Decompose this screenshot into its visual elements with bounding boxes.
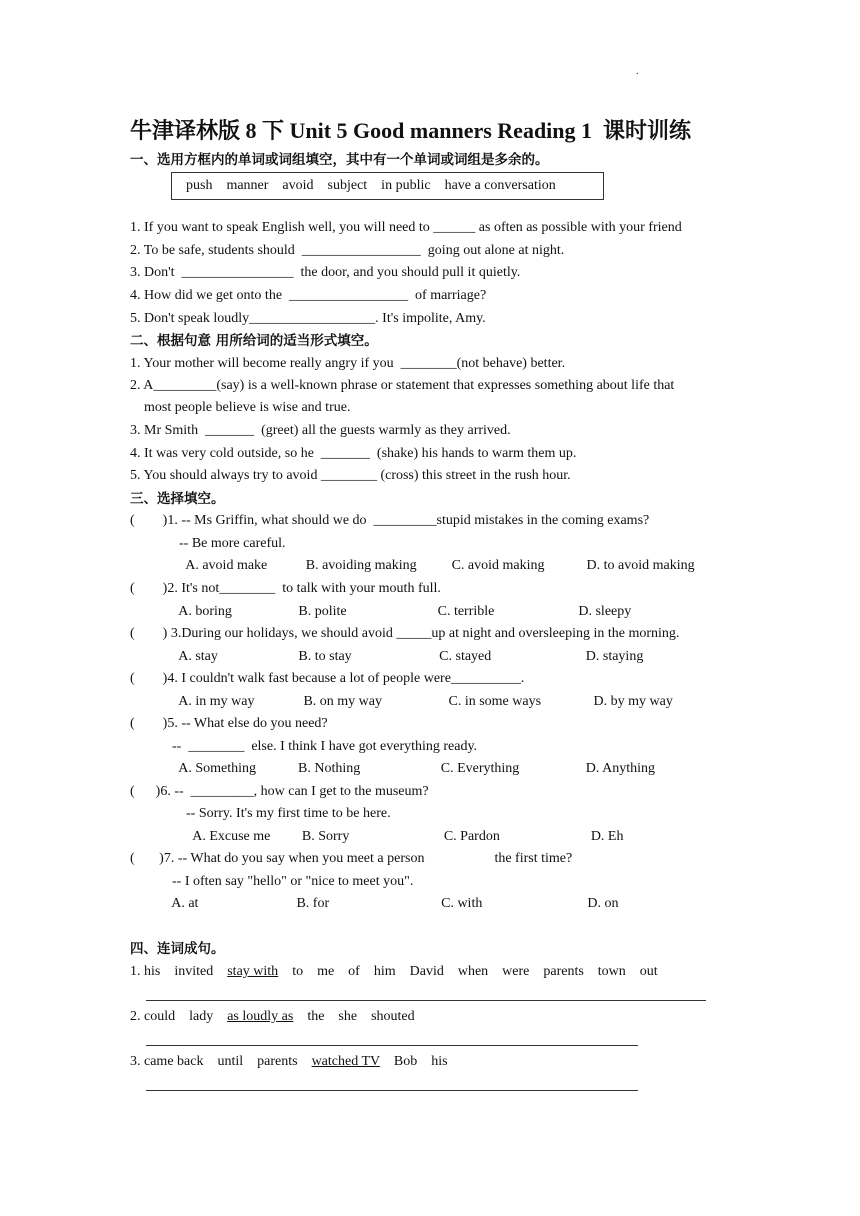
s3-line-8: ( )4. I couldn't walk fast because a lot of people were__________. — [130, 671, 525, 686]
s2-item-2: 2. A_________(say) is a well-known phrase or statement that expresses something about life that — [130, 378, 675, 393]
answer-line-1[interactable] — [146, 1000, 706, 1001]
s3-line-1: ( )1. -- Ms Griffin, what should we do _________stupid mistakes in the coming exams? — [130, 513, 650, 528]
s3-line-16: ( )7. -- What do you say when you meet a person the first time? — [130, 851, 573, 866]
s2-item-4: 4. It was very cold outside, so he _______ (shake) his hands to warm them up. — [130, 446, 577, 461]
s1-item-3: 3. Don't ________________ the door, and you should pull it quietly. — [130, 265, 521, 280]
s1-item-5: 5. Don't speak loudly__________________. It's impolite, Amy. — [130, 311, 486, 326]
s4-item-3 — [130, 1053, 448, 1071]
s3-line-17: -- I often say "hello" or "nice to meet you". — [130, 874, 414, 889]
s2-item-1: 1. Your mother will become really angry if you ________(not behave) better. — [130, 356, 566, 371]
s3-line-9: A. in my way B. on my way C. in some ways D. by my way — [130, 694, 673, 709]
s4-item-3-before: came back until parents — [144, 1054, 312, 1069]
word-box-text: push manner avoid subject in public have a conversation — [186, 178, 556, 193]
word-box — [171, 172, 604, 200]
s2-item-5: 5. You should always try to avoid ________ (cross) this street in the rush hour. — [130, 468, 571, 483]
s3-line-18: A. at B. for C. with D. on — [130, 896, 619, 911]
s4-item-2-underlined: as loudly as — [227, 1009, 294, 1024]
s4-item-1-underlined: stay with — [227, 964, 279, 979]
s3-line-12: A. Something B. Nothing C. Everything D. Anything — [130, 761, 656, 776]
s3-line-15: A. Excuse me B. Sorry C. Pardon D. Eh — [130, 829, 624, 844]
s3-line-6: ( ) 3.During our holidays, we should avoid _____up at night and oversleeping in the morning. — [130, 626, 680, 641]
s3-line-14: -- Sorry. It's my first time to be here. — [130, 806, 391, 821]
section3-heading: 三、选择填空。 — [130, 491, 225, 507]
s2-item-2-cont: most people believe is wise and true. — [130, 400, 351, 415]
s1-item-4: 4. How did we get onto the _________________ of marriage? — [130, 288, 487, 303]
s2-item-3: 3. Mr Smith _______ (greet) all the guests warmly as they arrived. — [130, 423, 511, 438]
s4-item-1-before: his invited — [144, 964, 228, 979]
s1-item-1: 1. If you want to speak English well, you will need to ______ as often as possible with your friend — [130, 220, 682, 235]
s4-item-1 — [130, 963, 658, 981]
s3-line-2: -- Be more careful. — [130, 536, 286, 551]
s4-item-3-after: Bob his — [379, 1054, 448, 1069]
s3-line-7: A. stay B. to stay C. stayed D. staying — [130, 649, 644, 664]
s3-line-3: A. avoid make B. avoiding making C. avoid making D. to avoid making — [130, 558, 695, 573]
page-title: 牛津译林版 8 下 Unit 5 Good manners Reading 1 课时训练 — [130, 118, 692, 143]
header-mark: . — [636, 66, 639, 77]
s4-item-2-number: 2. — [130, 1009, 144, 1024]
answer-line-2[interactable] — [146, 1045, 638, 1046]
section2-heading: 二、根据句意 用所给词的适当形式填空。 — [130, 333, 378, 349]
section4-heading: 四、连词成句。 — [130, 941, 225, 957]
s4-item-2 — [130, 1008, 415, 1026]
s3-line-13: ( )6. -- _________, how can I get to the museum? — [130, 784, 429, 799]
s3-line-5: A. boring B. polite C. terrible D. sleepy — [130, 604, 632, 619]
s4-item-3-number: 3. — [130, 1054, 144, 1069]
s3-line-4: ( )2. It's not________ to talk with your mouth full. — [130, 581, 441, 596]
s4-item-1-number: 1. — [130, 964, 144, 979]
s4-item-3-underlined: watched TV — [311, 1054, 380, 1069]
s4-item-1-after: to me of him David when were parents town out — [278, 964, 658, 979]
answer-line-3[interactable] — [146, 1090, 638, 1091]
s1-item-2: 2. To be safe, students should _________________ going out alone at night. — [130, 243, 565, 258]
s4-item-2-after: the she shouted — [293, 1009, 415, 1024]
s3-line-10: ( )5. -- What else do you need? — [130, 716, 328, 731]
s4-item-2-before: could lady — [144, 1009, 228, 1024]
s3-line-11: -- ________ else. I think I have got everything ready. — [130, 739, 478, 754]
section1-heading: 一、选用方框内的单词或词组填空，其中有一个单词或词组是多余的。 — [130, 152, 549, 168]
